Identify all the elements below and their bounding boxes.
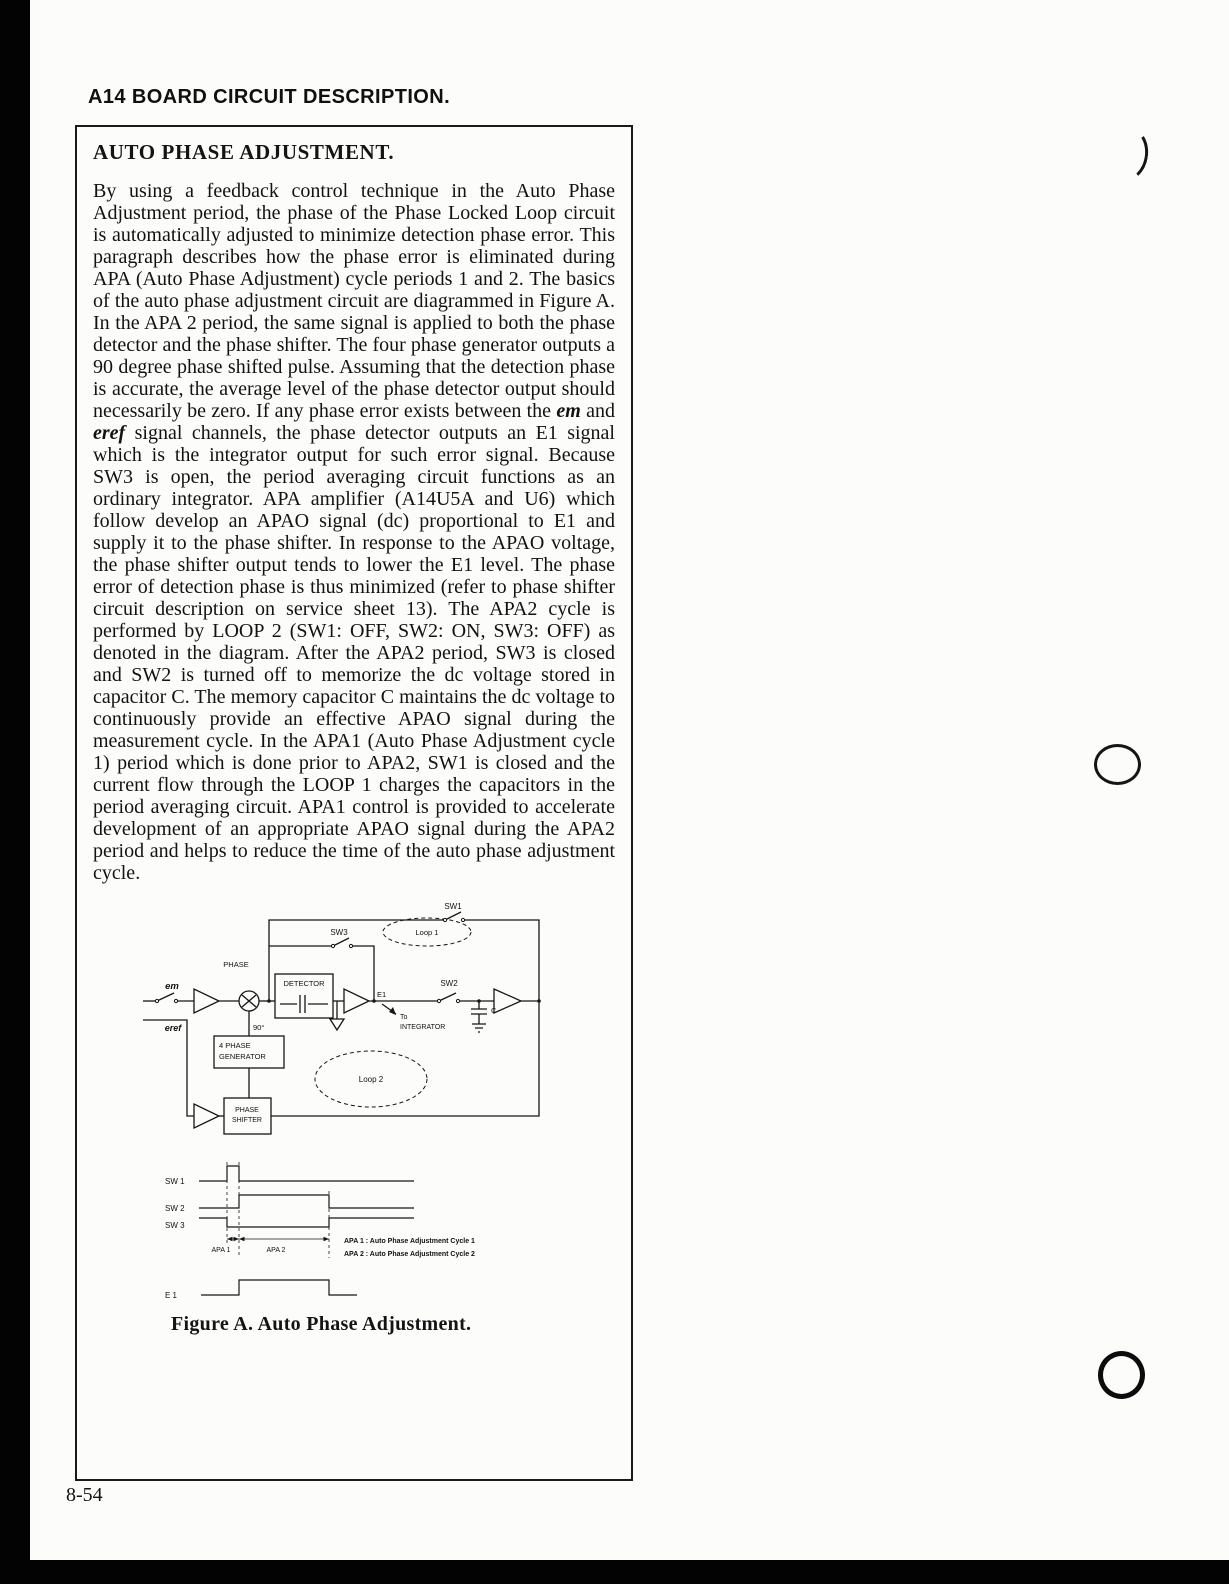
scan-artifact-ellipse: [1094, 744, 1141, 785]
label-generator: GENERATOR: [219, 1052, 266, 1061]
label-phase: PHASE: [223, 960, 249, 969]
scan-artifact-circle: [1098, 1351, 1145, 1399]
timing-waveforms: [199, 1162, 414, 1295]
timing-label-sw1: SW 1: [165, 1177, 185, 1186]
page-title: A14 BOARD CIRCUIT DESCRIPTION.: [88, 86, 451, 108]
scan-artifact-left-bar: [0, 0, 30, 1584]
timing-label-sw3: SW 3: [165, 1221, 185, 1230]
label-integrator: INTEGRATOR: [400, 1024, 446, 1031]
label-4-phase: 4 PHASE: [219, 1041, 251, 1050]
scan-artifact-curve: [1102, 124, 1151, 183]
label-eref-input: eref: [164, 1023, 182, 1033]
circuit-wires: [143, 912, 539, 1134]
label-phase-shifter-1: PHASE: [235, 1107, 259, 1114]
timing-label-apa2: APA 2: [266, 1247, 286, 1254]
timing-label-e1: E 1: [165, 1291, 178, 1300]
timing-legend-apa1: APA 1 : Auto Phase Adjustment Cycle 1: [344, 1238, 475, 1245]
label-sw3: SW3: [330, 928, 348, 937]
body-paragraph: By using a feedback control technique in the Auto Phase Adjustment period, the phase of the Phase Locked Loop circuit is automatically adjusted to minimize detection phase error. This paragraph describes how the phase error is eliminated during APA (Auto Phase Adjustment) cycle periods 1 and 2. The basics of the auto phase adjustment circuit are diagrammed in Figure A. In the APA 2 period, the same signal is applied to both the phase detector and the phase shifter. The four phase generator outputs a 90 degree phase shifted pulse. Assuming that the detection phase is accurate, the average level of the phase detector output should necessarily be zero. If any phase error exists between the em and eref signal channels, the phase detector outputs an E1 signal which is the integrator output for such error signal. Because SW3 is open, the period averaging circuit functions as an ordinary integrator. APA amplifier (A14U5A and U6) which follow develop an APAO signal (dc) proportional to E1 and supply it to the phase shifter. In response to the APAO voltage, the phase shifter output tends to lower the E1 level. The phase error of detection phase is thus minimized (refer to phase shifter circuit description on service sheet 13). The APA2 cycle is performed by LOOP 2 (SW1: OFF, SW2: ON, SW3: OFF) as denoted in the diagram. After the APA2 period, SW3 is closed and SW2 is turned off to memorize the dc voltage stored in capacitor C. The memory capacitor C maintains the dc voltage to continuously provide an effective APAO signal during the measurement cycle. In the APA1 (Auto Phase Adjustment cycle 1) period which is done prior to APA2, SW1 is closed and the current flow through the LOOP 1 charges the capacitors in the period averaging circuit. APA1 control is provided to accelerate development of an appropriate APAO signal during the APA2 period and helps to reduce the time of the auto phase adjustment cycle.: [93, 180, 615, 884]
label-loop1: Loop 1: [415, 928, 439, 937]
label-capacitor-c: C: [491, 1006, 497, 1015]
label-phase-shifter-2: SHIFTER: [232, 1117, 262, 1124]
figure-a: [139, 898, 615, 1311]
scan-artifact-bottom-bar: [0, 1560, 1229, 1584]
section-box: [75, 125, 633, 1481]
figure-caption: Figure A. Auto Phase Adjustment.: [171, 1313, 472, 1335]
label-to: To: [400, 1014, 408, 1021]
page-number: 8-54: [66, 1484, 103, 1506]
timing-legend-apa2: APA 2 : Auto Phase Adjustment Cycle 2: [344, 1251, 475, 1258]
timing-label-sw2: SW 2: [165, 1204, 185, 1213]
label-90-degrees: 90°: [253, 1023, 265, 1032]
timing-label-apa1: APA 1: [211, 1247, 231, 1254]
section-title: AUTO PHASE ADJUSTMENT.: [93, 140, 395, 164]
label-loop2: Loop 2: [358, 1075, 384, 1084]
auto-phase-adjustment-diagram: [139, 898, 569, 1306]
label-sw1: SW1: [444, 902, 462, 911]
label-em-input: em: [165, 981, 179, 992]
label-sw2: SW2: [440, 979, 458, 988]
label-detector: DETECTOR: [283, 979, 325, 988]
diagram-labels: [165, 902, 497, 1300]
label-e1: E1: [377, 990, 387, 999]
